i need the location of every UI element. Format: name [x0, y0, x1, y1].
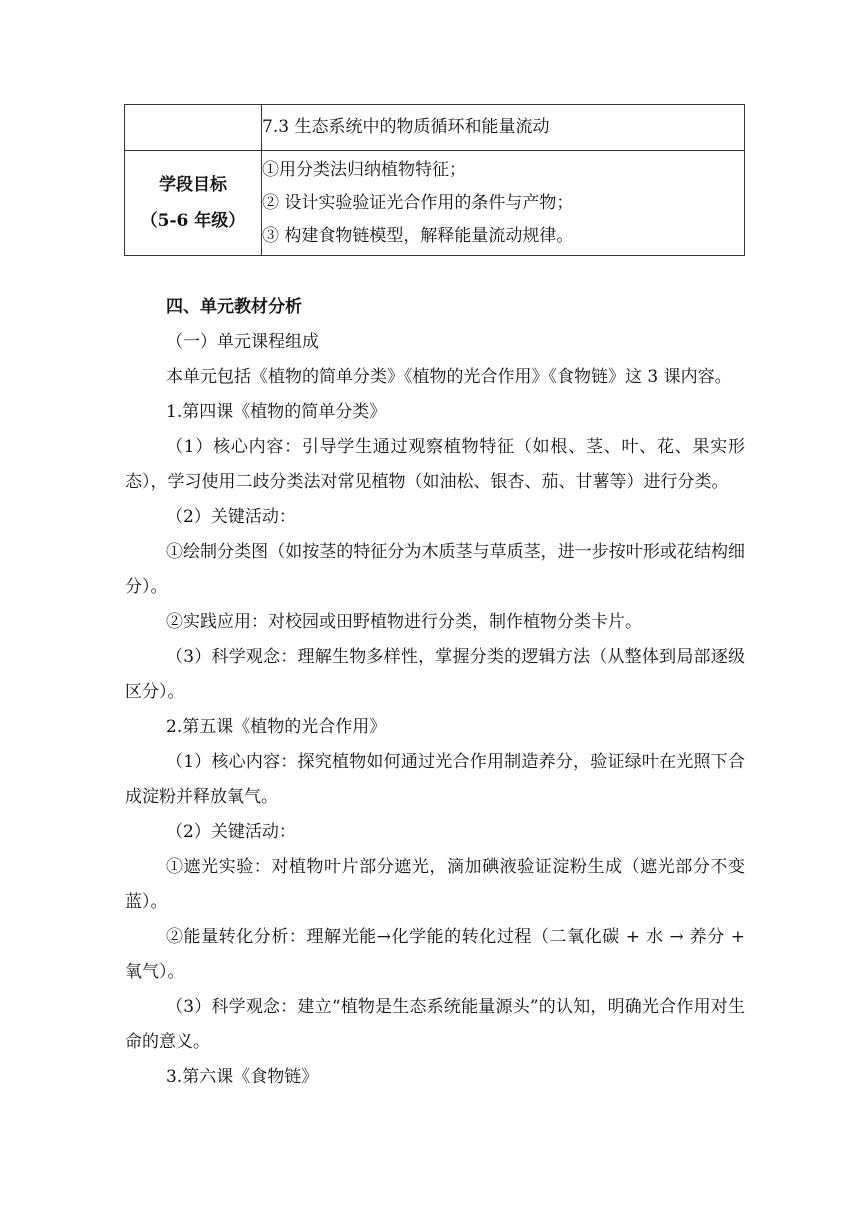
lesson-paragraph: （3）科学观念：建立“植物是生态系统能量源头”的认知，明确光合作用对生命的意义。 [125, 997, 745, 1052]
lesson-paragraph: （3）科学观念：理解生物多样性，掌握分类的逻辑方法（从整体到局部逐级区分）。 [125, 647, 745, 702]
table-row [125, 105, 745, 151]
lesson-paragraph: ②能量转化分析：理解光能→化学能的转化过程（二氧化碳 + 水 → 养分 + 氧气）。 [125, 927, 745, 982]
goal-item: ② 设计实验验证光合作用的条件与产物； [262, 192, 574, 213]
section-body [125, 290, 745, 1095]
lesson-title: 1.第四课《植物的简单分类》 [166, 402, 387, 422]
intro-paragraph: 本单元包括《植物的简单分类》《植物的光合作用》《食物链》这 3 课内容。 [166, 367, 732, 387]
section-heading: 四、单元教材分析 [166, 297, 302, 317]
subsection-heading: （一）单元课程组成 [166, 332, 319, 352]
lesson-paragraph: （2）关键活动： [166, 822, 296, 842]
chapter-entry: 7.3 生态系统中的物质循环和能量流动 [262, 117, 550, 137]
stage-goal-label [125, 151, 262, 256]
lesson-title: 2.第五课《植物的光合作用》 [166, 717, 387, 737]
table-label-cell [125, 105, 262, 151]
stage-goal-title: 学段目标 [159, 175, 227, 195]
table-content-cell [262, 105, 745, 151]
lesson-paragraph: （1）核心内容：引导学生通过观察植物特征（如根、茎、叶、花、果实形态），学习使用二歧分类法对常见植物（如油松、银杏、茄、甘薯等）进行分类。 [125, 437, 745, 492]
lesson-paragraph: （2）关键活动： [166, 507, 296, 527]
lesson-paragraph: ②实践应用：对校园或田野植物进行分类，制作植物分类卡片。 [166, 612, 642, 632]
curriculum-table [124, 104, 745, 256]
lesson-title: 3.第六课《食物链》 [166, 1067, 319, 1087]
lesson-paragraph: ①绘制分类图（如按茎的特征分为木质茎与草质茎，进一步按叶形或花结构细分）。 [125, 542, 745, 597]
goal-item: ③ 构建食物链模型，解释能量流动规律。 [262, 225, 574, 246]
lesson-paragraph: （1）核心内容：探究植物如何通过光合作用制造养分，验证绿叶在光照下合成淀粉并释放氧气。 [125, 752, 745, 807]
lesson-paragraph: ①遮光实验：对植物叶片部分遮光，滴加碘液验证淀粉生成（遮光部分不变蓝）。 [125, 857, 745, 912]
goal-item: ①用分类法归纳植物特征； [262, 159, 466, 180]
stage-goal-list [262, 151, 745, 256]
table-row [125, 151, 745, 256]
stage-goal-grade: （5-6 年级） [140, 211, 246, 231]
